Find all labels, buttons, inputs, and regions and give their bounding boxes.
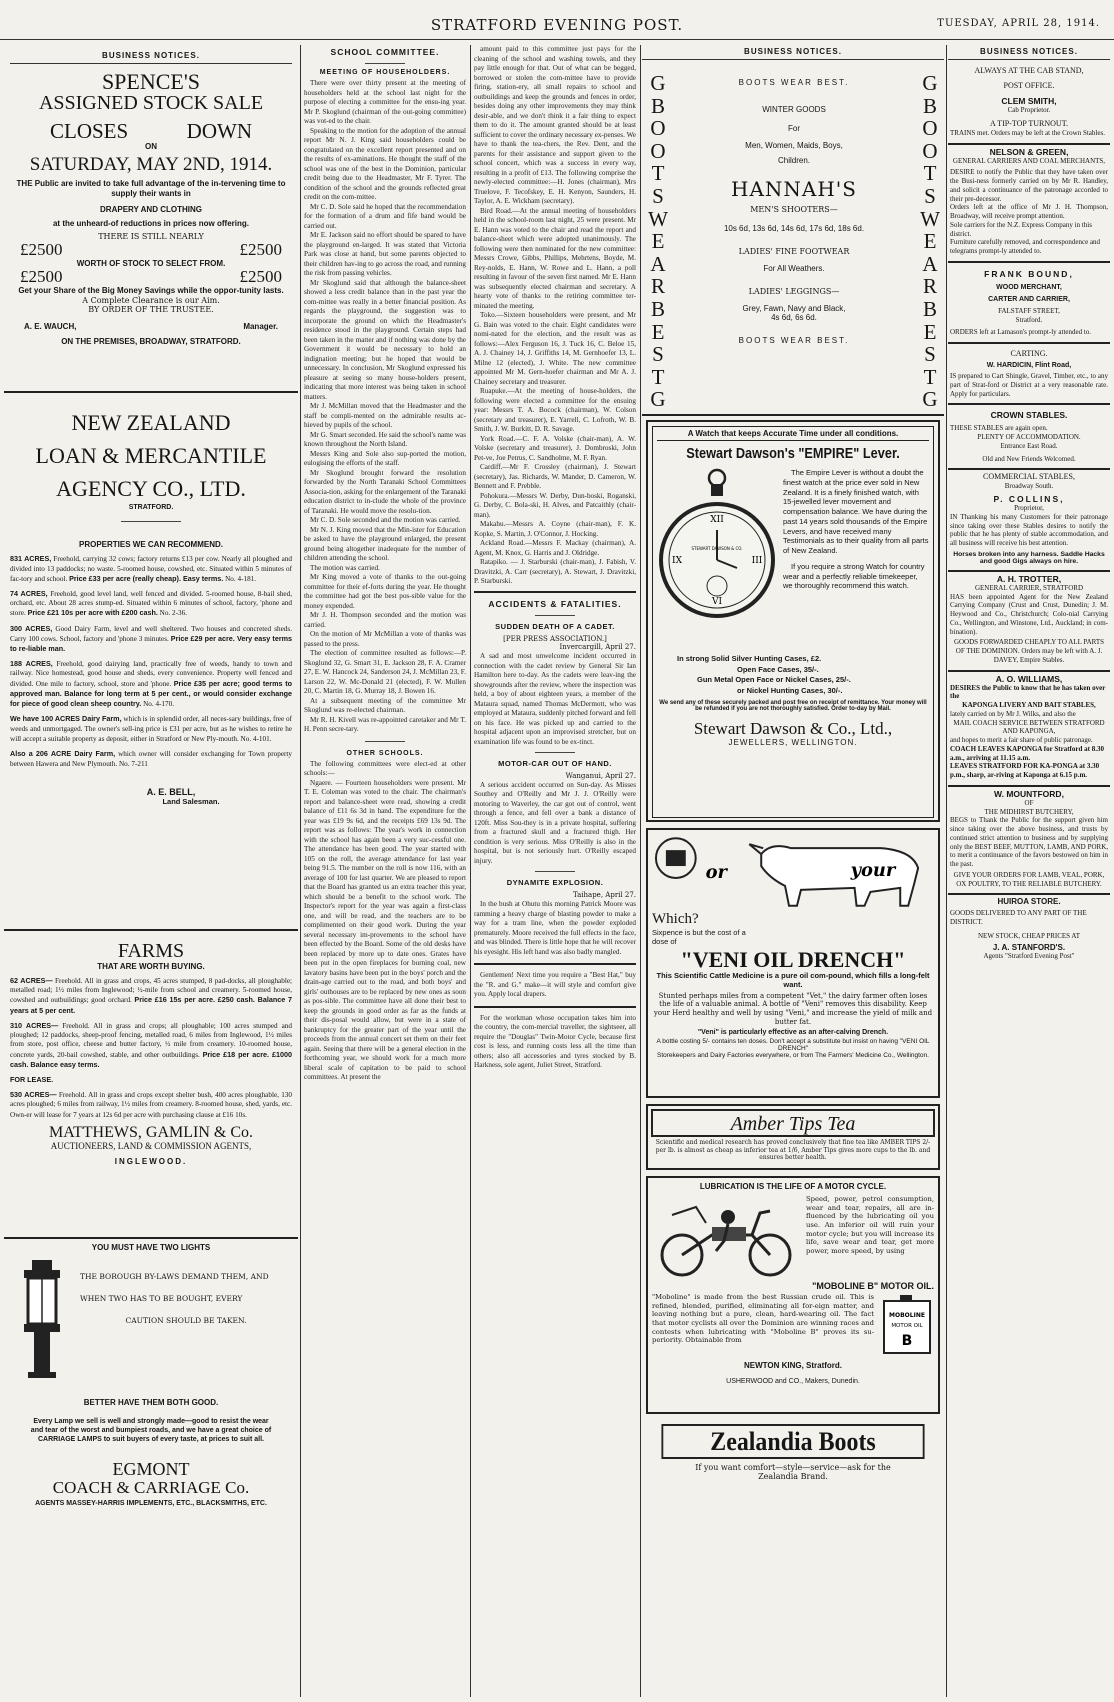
veni-name: "VENI OIL DRENCH" [680,946,906,972]
commercial-stables-advert: COMMERCIAL STABLES, Broadway South. P. COLLINS, Proprietor, IN Thanking his many Customers for their patronage since taking over these Stables desires to notify the public that he has plenty of stable accommodation, and all business will receive his best attention. Horses broken into any harness. Saddle Hacks and good Gigs always on hire. [948,470,1110,572]
ngaere-report: Ngaere. — Fourteen householders were present. Mr T. E. Coleman was voted to the chair. The chairman's report and balance-sheet were read, showing a credit balance of £11 6s 3d in hand. The expenditure for the year was £19 9s 6d, and the receipts £69 13s 9d. The report was as follows: The year's work in connection with the school has again been a very suc-cessful one. The attendance has been good. The year started with 105 on the roll, the average attendance for last year being 91.5. The number on the roll is now 116, with an average of 100 for last quarter. We are pleased to report that the Board has granted us an extra teacher this year, which should be a benefit to the school work. The Inspector's report for the year was again a first-class one, and will be read, and the teachers are to be complimented on their good work. During the year several necessary im-provements to the school have been effected by the Board. Some of the old desks have been replaced by more up to date ones. Grates have been put in the open fireplaces for burning coal, new lavatory basins have been put in the boys' porch and the drain-age carried out to the road, and both boys' and girls' outhouses are to be replaced by new ones as soon as pos-sible. The committee have all done their best to keep the grounds in good order as far as the funds at their dis-posal would allow, but were in a state of bankruptcy for the greater part of the year until the proceeds from the annual concert set them on their feet again. Seeing that there will be a general election in the forthcoming year, we should work for a much more liberal scale of capitation to be paid to school committees. At present the [304,778,466,1081]
dawson-note: We send any of these securely packed and post free on receipt of remittance. Your money will be refunded if you are not thoroughly satisfied. Order to-day by Mail. [659,700,927,712]
veni-d2: Stunted perhaps miles from a competent "Vet," the dairy farmer often loses the life of a valuable animal. A bottle of "Veni" removes this disability. Keep your Herd healthy and well by using "Veni," and increase the yield of milk and butter fat. [653,991,933,1026]
sale-date: SATURDAY, MAY 2ND, 1914. [29,154,273,176]
winter-goods: WINTER GOODS [762,105,826,114]
column-rule [946,45,947,1697]
zealandia-title: Zealandia Boots [661,1424,924,1459]
dateline: Taihape, April 27. [572,891,636,900]
two-bought: WHEN TWO HAS TO BE BOUGHT, EVERY [80,1293,243,1303]
divider [642,414,944,416]
amount: £2500 [20,240,63,260]
amber-tips-advert [646,1104,940,1170]
amber-name: Amber Tips Tea [651,1109,935,1137]
recommend-header: PROPERTIES WE CAN RECOMMEND. [78,540,223,550]
stewart-dawson-advert [646,420,940,822]
spence-sale: ASSIGNED STOCK SALE [38,92,264,115]
huiroa-store-advert: HUIROA STORE. GOODS DELIVERED TO ANY PART OF THE DISTRICT. NEW STOCK, CHEAP PRICES AT J. A. STANFORD'S. Agents "Stratford Evening Post" [950,897,1087,960]
children: Children. [777,156,810,165]
zealandia-advert [646,1420,940,1492]
moboline-advert [646,1176,940,1414]
veni-d4: A bottle costing 5/- contains ten doses. Don't accept a substitute but insist on having "VENI OIL DRENCH" [656,1037,930,1052]
moboline-head: LUBRICATION IS THE LIFE OF A MOTOR CYCLE. [699,1182,887,1191]
lights-title: YOU MUST HAVE TWO LIGHTS [91,1243,211,1252]
section-header: BUSINESS NOTICES. [642,45,944,60]
cadet-story: A sad and most unwelcome incident occurred in connection with the cadet review by General Sir Ian Hamilton here to-day. As the cadets were leav-ing the showgrounds after the review, where the inspection was held, a boy of about eighteen years, a member of the Mataura squad, named Thomas McDermott, who was employed at Mataura, suddenly pitched forward and fell on his face. He was picked up and carried to the hospital adjacent upon an improvised stretcher, but on examination life was found to be ex-tinct. [474,652,636,746]
column-3 [474,45,636,1697]
leggings-colours: Grey, Fawn, Navy and Black, [742,304,846,313]
listing: Also a 206 ACRE Dairy Farm, which owner will consider exchanging for Town property between Hawera and New Plymouth. No. 7-211 [10,749,292,769]
agent-name: A. E. BELL, [146,787,196,798]
svg-text:VI: VI [711,597,723,607]
worth-of-stock: WORTH OF STOCK TO SELECT FROM. [76,258,226,268]
reductions: at the unheard-of reductions in prices now offering. [52,219,249,229]
cadet-headline: SUDDEN DEATH OF A CADET. [495,621,615,631]
which: Which? [652,911,699,927]
listing: 530 ACRES— Freehold. All in grass and crops except shelter bush, 400 acres ploughable, 130 acres ploughed; 6 miles from railway, 1½ miles from creamery. 8-roomed house, shed, yards, etc. Own-er will lease for 7 years at 12s 6d per acre with purchasing clause at £16 10s. [10,1090,292,1119]
cab-advert: ALWAYS AT THE CAB STAND, POST OFFICE. CLEM SMITH, Cab Proprietor. A TIP-TOP TURNOUT. TRAINS met. Orders may be left at the Crown Stables. [948,64,1110,145]
dynamite-story: In the bush at Ohutu this morning Patrick Moore was ramming a heavy charge of blasting powder to make a way for a tram line, when the powder exploded prematurely. Moore received the full effects in the face, and was blinded. There is little hope that he will recover his eyesight. His left hand was also badly mangled. [474,900,636,956]
column-1 [4,45,298,1697]
dawson-head: A Watch that keeps Accurate Time under all conditions. [657,429,929,441]
dawson-desc-2: If you require a strong Watch for country wear and a perfectly reliable timekeeper, we thoroughly recommend this watch. [783,561,925,591]
motorcycle-icon [652,1195,802,1279]
hannahs-advert [676,70,912,410]
mountford-advert: W. MOUNTFORD, OF THE MIDHIRST BUTCHERY, BEGS to Thank the Public for the support given him since taking over the above business, and trusts by continued strict attention to business and by supplying only the BEST BEEF, MUTTON, LAMB, AND PORK, to merit a continuance of the favors bestowed on him in the past. GIVE YOUR ORDERS FOR LAMB, VEAL, PORK, OX POULTRY, TO THE RELIABLE BUTCHERY. [948,787,1110,896]
spence-name: SPENCE'S [101,69,201,94]
svg-text:or: or [705,861,727,883]
spence-intro: THE Public are invited to take full advantage of the in-tervening time to supply their wants in [16,179,286,199]
column-rule [640,45,641,1697]
farms-firm: MATTHEWS, GAMLIN & Co. [49,1123,253,1141]
farms-firm-sub: AUCTIONEERS, LAND & COMMISSION AGENTS, [50,1140,252,1151]
farms-town: INGLEWOOD. [114,1157,188,1167]
crown-stables-advert: CROWN STABLES. THESE STABLES are again open. PLENTY OF ACCOMMODATION. Entrance East Road. Old and New Friends Welcomed. [948,405,1110,470]
newton-king: NEWTON KING, Stratford. [743,1361,843,1370]
school-committee-article: There were over thirty present at the meeting of householders held at the school last night for the purpose of electing a committee for the ensu-ing year. Mr P. Skoglund (chairman of the out-going committee) was vot-ed to the chair. Speaking to the motion for the adoption of the annual report Mr N. J. King said householders could be congratulated on the excellent report presented and on the results of ex-aminations. He thought the staff of the school was one of the best in the Dominion, particular credit being due to the Headmaster, Mr F. Tyrer. The condition of the school and the grounds reflected great credit on the com-mittee. Mr C. D. Sole said he hoped that the recommendation for the formation of a drum and fife band would be carried out. Mr E. Jackson said no effort should be spared to have the playground en-larged. It was stated that Victoria Park was close at hand, but some parents objected to their children hav-ing to go across the road, and running the risk from passing vehicles. Mr Skoglund said that although the balance-sheet showed a less credit balance than in the past year the com-mittee was really in a better financial position. As regards the playground, the suggestion was to incorporate the ground on which the Headmaster's residence stood in the playground. Certain steps had been taken in the matter and if nothing was done by the Government it would be necessary to hold an indignation meeting; but he hoped that would be unnecessary. In conclusion, Mr Skoglund expressed his pleasure at seeing so many house-holders present, indicating that more interest was being taken in school matters. Mr J. McMillan moved that the Headmaster and the staff be compli-mented on the admirable results ac-hieved by pupils of the school. Mr G. Smart seconded. He said the school's name was known throughout the North Island. Messrs King and Sole also sup-ported the motion, eulogising the efforts of the staff. Mr Skoglund brought forward the resolution forwarded by the North Taranaki School Committees Associa-tion, asking for the enlargement of the Taranaki education district to in-clude the whole of the province of Taranaki. He would move the resolu-tion. Mr C. D. Sole seconded and the motion was carried. Mr N. J. King moved that the Min-ister for Education be asked to have the playground enlarged, the present ground being altogether inadequate for the number of children attending the school. The motion was carried. Mr King moved a vote of thanks to the out-going committee for their ef-forts during the year. He thought the committee had got the best pos-sible value for the money expended. Mr J. H. Thompson seconded and the motion was carried. On the motion of Mr McMillan a vote of thanks was passed to the press. The election of committee resulted as follows:—P. Skoglund 32, G. Smart 31, E. Jackson 28, F. A. Cramer 27, E. W. Hancock 24, Sanderson 24, J. McMillan 23, F. Larson 22, W. Mc-Donald 21 (elected), F. W. Mullen 20, C. Martin 18, G. Murray 18, J. Bowen 16. At a subsequent meeting of the committee Mr Skoglund was re-elected chairman. Mr R. H. Kivell was re-appointed caretaker and Mr T. H. Penn secre-tary. [304,79,466,733]
frank-bound-advert: FRANK BOUND, WOOD MERCHANT, CARTER AND CARRIER, FALSTAFF STREET, Stratford. ORDERS left at Lamason's prompt-ly attended to. [948,263,1110,344]
down-word: DOWN [186,119,252,144]
svg-text:STEWART DAWSON & CO.: STEWART DAWSON & CO. [691,546,743,551]
veni-d5: Storekeepers and Dairy Factories everywhere, or from The Farmers' Medicine Co., Wellington. [657,1051,929,1059]
svg-text:XII: XII [710,515,724,525]
oil-tin-icon [880,1293,934,1355]
moboline-desc: "Moboline" is made from the best Russian crude oil. This is refined, blended, purified, eliminating all for-eign matter, and leaving nothing but a pure, clean, hard-wearing oil. The fact that motor cyclists all over the Dominion are winning races and contests when lubricating with "Moboline B" proves its su-periority. Obtainable from [652,1293,874,1345]
for-word: For [788,124,800,133]
other-schools-intro: The following committees were elect-ed at other schools:— [304,759,466,777]
leggings: LADIES' LEGGINGS— [748,287,840,296]
motor-story: A serious accident occurred on Sun-day. As Misses Southey and O'Reilly and Mr J. J. O'Reilly were motoring to Waverley, the car got out of control, went through a fence, and fell over a bank a distance of 120ft. Miss Sou-they is in a private hospital, suffering from a fractured skull and a fractured thigh. Her condition is very serious. Miss O'Reilly is also in the hospital, but is not seriously hurt. O'Reilly escaped injury. [474,780,636,865]
price-open-face: Open Face Cases, 35/-. [737,664,819,674]
newspaper-title: STRATFORD EVENING POST. [430,16,684,34]
still-nearly: THERE IS STILL NEARLY [98,232,204,242]
boots-top: BOOTS WEAR BEST. [738,78,850,87]
column-2 [304,45,466,1697]
premises: ON THE PREMISES, BROADWAY, STRATFORD. [61,336,241,346]
nz-loan-advert [4,393,298,931]
ladies-footwear: LADIES' FINE FOOTWEAR [738,247,850,256]
bylaws: THE BOROUGH BY-LAWS DEMAND THEM, AND [80,1272,269,1281]
who: Men, Women, Maids, Boys, [745,141,843,150]
listing: 831 ACRES, Freehold, carrying 32 cows; factory returns £13 per cow. Nearly all ploughed and divided into 13 paddocks; no waste. 5-roomed house, cowshed, etc. Situated within 5 minutes of fac-tory and school. Price £33 per acre (really cheap). Easy terms. No. 4-181. [10,554,293,583]
dateline: Invercargill, April 27. [559,643,636,652]
listing: 62 ACRES— Freehold. All in grass and crops, 45 acres stumped, 8 pad-docks, all ploughable; metalled road; 1½ miles from Inglewood; ½-mile from school and creamery. 5-roomed house, cowshed and outbuildings; good orchard. Price £16 15s per acre. £250 cash. Balance 7 years at 5 per cent. [10,976,293,1015]
other-schools-title: OTHER SCHOOLS. [346,749,424,757]
caution: CAUTION SHOULD BE TAKEN. [125,1315,247,1325]
spence-advert [4,45,298,393]
listing: We have 100 ACRES Dairy Farm, which is in splendid order, all neces-sary buildings, free of weeds and unmortgaged. The owner's sell-ing price is £31 per acre, but as he wishes to retire he will accept a suitable property as deposit, either in Stratford or New Ply-mouth. No. 4-101. [10,714,292,743]
price-gunmetal: Gun Metal Open Face or Nickel Cases, 25/-. [697,675,851,684]
svg-text:MOBOLINE: MOBOLINE [889,1312,925,1319]
price-nickel: or Nickel Hunting Cases, 30/-. [737,685,843,695]
coach-advert [4,1239,298,1679]
dawson-firm: Stewart Dawson & Co., Ltd., [693,719,893,738]
vertical-letters-left: G B O O T S W E A R B E S T G [648,71,668,412]
farms-sub: THAT ARE WORTH BUYING. [97,962,205,971]
veni-d1: This Scientific Cattle Medicine is a pure oil com-pound, which fills a long-felt want. [656,970,930,990]
schools-continued: amount paid to this committee just pays for the cleaning of the school and washing towels, and they pay little enough for that. Out of what can be begged, borrowed or stolen the com-mittee have to provide firing, station-ery, all small repairs to school and outbuildings and keep the grounds and fences in order, besides doing any other improvements they may think desir-able, and we don't think it a fair thing to expect them to do it. The amount granted should be at least sufficient to cover the ordinary necessary ex-penses. We have to thank the tea-chers, the Rev. Dent, and the parents for their assistance and support given to the school concert, which was a success in every way, resulting in a profit of £13. The following comprise the newly-elected committee:—H. Jones (chairman), Mrs Truelove, F. Tecofskey, E. H. Kenyon, Saunders, H. Taylor, A. E. Wickham (secretary). Bird Road.—At the annual meeting of householders held in the school-room last night, 25 were present. Mr E. Hann was voted to the chair and read the report and balance-sheet which were adopted unanimously. The following were then nominated for the new committee: Messrs Crowe, Gibbs, Phillips, Mehrtens, Boyde, M. Rey-nolds, E. Hann, W. Rowe and L. Hann, a poll resulting in favour of the seven first named. Mr E. Hann was subsequently elected chairman and secretary. A hearty vote of thanks to the retiring committee ter-minated the meeting. Toko.—Sixteen householders were present, and Mr G. Bain was voted to the chair. Eight candidates were nomi-nated for the election, and the result was as follows:—Alex Ferguson 16, J. Tuck 16, C. Beloe 15, A. J. Chainey 14, J. Griffiths 14, M. Gernhoefer 13, L. Milne 12 (elected), J. White. The new committee appointed Mr M. Gern-hoefer chairman and Mr A. J. Chainey secretary and treasurer. Ruapuke.—At the meeting of house-holders, the following were elected a committee for the ensuing year: Messrs T. A. Bocock (chairman), W. Colson (secretary and treasurer), E. Yarrell, C. Lofroth, W. B. Smith, J. W. Burkitt, D. R. Savage. York Road.—C. F. A. Volske (chair-man), A. W. Volske (secretary and treasurer), J. Dombroski, John Pet-ve, Joe Petrus, C. Sandholme, M. F. Ryan. Cardiff.—Mr F. Crossley (chairman), J. Stewart (secretary), Jas. Richards, W. Mander, D. Cameron, W. Bennett and F. Prebble. Pohokura.—Messrs W. Derby, Dun-boski, Roganski, G. Derby, C. Bola-ski, H. Alves, and Patcaithly (chair-man). Makahu.—Messrs A. Coyne (chair-man), F. K. Kopke, S. Martin, J. O'Connor, J. Hocking. Ackland Road.—Messrs F. Mackay (chairman), A. Agent, M. Knox, G. Harris and J. Oldridge. Ratapiko. — J. Starburski (chair-man), J. Fabish, V. Dravitzki, A. Carr (secretary), A. Stewart, J. Dravitzki, P. Starburski. [474,45,636,585]
cow-icon [652,834,934,908]
moboline-side: Speed, power, petrol consumption, wear and tear, repairs, all are in-fluenced by the lubricating oil you use. An inferior oil will ruin your motor cycle; but you will increase its life, save wear and tear, get more power, more speed, by using [806,1195,934,1256]
press-assoc: [PER PRESS ASSOCIATION.] [503,634,607,643]
better-both: BETTER HAVE THEM BOTH GOOD. [83,1398,219,1407]
listing: 74 ACRES, Freehold, good level land, well fenced and divided. 5-roomed house, 8-bail shed, orchard, etc. About 28 acres stump-ed. Situated within 6 minutes of school, factory, 'phone and store. Price £21 10s per acre with £200 cash. No. 2-36. [10,588,293,618]
svg-text:B: B [901,1333,913,1349]
listing: 310 ACRES— Freehold. All in grass and crops; all ploughable; 100 acres stumped and ploughed; 12 paddocks, sheep-proof fencing, metalled road, 6 miles from Inglewood, 1½ miles from store, post office, cheese and butter factory, ½ mile from creamery. 10-roomed house, concrete yards, 20-bail cowshed, stable, and other outbuildings. Price £18 per acre. £1000 cash. Balance easy terms. [10,1020,292,1069]
dateline: Wanganui, April 27. [565,772,636,780]
usherwood: USHERWOOD and CO., Makers, Dunedin. [726,1378,860,1385]
leggings-prices: 4s 6d, 6s 6d. [771,313,817,322]
veni-oil-advert [646,828,940,1098]
svg-text:IX: IX [672,556,682,566]
coach-agents: AGENTS MASSEY-HARRIS IMPLEMENTS, ETC., BLACKSMITHS, ETC. [35,1500,267,1508]
by-order: BY ORDER OF THE TRUSTEE. [88,304,214,314]
agent-role: Land Salesman. [162,797,220,807]
listing: FOR LEASE. [10,1074,54,1084]
motor-headline: MOTOR-CAR OUT OF HAND. [498,759,612,768]
drapery: DRAPERY AND CLOTHING [100,205,202,215]
column-rule [470,45,471,1697]
meeting-subtitle: MEETING OF HOUSEHOLDERS. [319,69,451,76]
nz-place: STRATFORD. [128,504,174,512]
egmont: EGMONT [112,1459,190,1480]
boots-bottom: BOOTS WEAR BEST. [738,336,850,345]
moboline-name: "MOBOLINE B" MOTOR OIL. [812,1281,934,1291]
manager-role: Manager. [243,321,278,331]
shooter-prices: 10s 6d, 13s 6d, 14s 6d, 17s 6d, 18s 6d. [723,224,865,233]
farms-advert [4,931,298,1239]
manager-name: A. E. WAUCH, [24,321,77,331]
svg-text:III: III [751,556,763,566]
amber-text: Scientific and medical research has proved conclusively that fine tea like AMBER TIPS 2/- per lb. is almost as cheap as inferior tea at 1/6, Amber Tips gives more cups to the lb. and ensures better health. [655,1139,931,1161]
clearance: A Complete Clearance is our Aim. [82,295,220,305]
section-header: BUSINESS NOTICES. [948,45,1110,60]
weathers: For All Weathers. [763,264,825,273]
column-rule [300,45,301,1697]
masthead [0,0,1114,40]
dawson-city: JEWELLERS, WELLINGTON. [728,737,858,747]
nz-title-3: AGENCY CO., LTD. [56,476,246,502]
zealandia-text: If you want comfort—style—service—ask for the Zealandia Brand. [695,1463,891,1482]
dynamite-headline: DYNAMITE EXPLOSION. [506,878,604,888]
dawson-desc: The Empire Lever is without a doubt the finest watch at the price ever sold in New Zealand. It is a finely finished watch, with 15-jewelled lever movement and compensation balance. We have during the past 14 years sold thousands of the Empire Levers, and have received many Testimonials as to their quality from all parts of New Zealand. [783,468,929,555]
closes-word: CLOSES [50,119,129,144]
nz-listings [10,554,292,769]
hannahs-name: HANNAH'S [731,177,857,201]
school-committee-title: SCHOOL COMMITTEE. [330,47,440,57]
section-header: BUSINESS NOTICES. [10,49,292,64]
svg-text:MOTOR OIL: MOTOR OIL [891,1323,923,1329]
amount: £2500 [20,266,63,286]
on-word: ON [145,142,157,152]
pocket-watch-icon [657,468,777,648]
price-silver: In strong Solid Silver Hunting Cases, £2. [677,654,822,663]
lamp-desc: Every Lamp we sell is well and strongly made—good to resist the wear and tear of the worst and bumpiest roads, and we have a great choice of CARRIAGE LAMPS to suit buyers of every taste, at prices to suit all. [30,1418,272,1444]
column-5 [948,45,1110,1697]
savings: Get your Share of the Big Money Savings while the oppor-tunity lasts. [18,285,284,295]
williams-advert: A. O. WILLIAMS, DESIRES the Public to know that he has taken over the KAPONGA LIVERY AND BAIT STABLES, lately carried on by Mr J. Wilks, and also the MAIL COACH SERVICE BETWEEN STRATFORD AND KAPONGA, and hopes to merit a fair share of public patronage. COACH LEAVES KAPONGA for Stratford at 8.30 a.m., arriving at 11.15 a.m. LEAVES STRATFORD FOR KA-PONGA at 3.30 p.m., sharp, ar-riving at Kaponga at 6.15 p.m. [948,672,1110,787]
coach-company: COACH & CARRIAGE Co. [52,1478,250,1498]
carting-advert: CARTING. W. HARDICIN, Flint Road, IS prepared to Cart Shingle, Gravel, Timber, etc., to any part of Strat-ford or District at a very reasonable rate. Apply for particulars. [948,344,1110,405]
amount: £2500 [239,240,282,260]
nz-title-2: LOAN & MERCANTILE [35,443,267,469]
veni-d3: "Veni" is particularly effective as an after-calving Drench. [697,1028,889,1036]
sixpence: Sixpence is but the cost of a dose of [652,927,746,946]
shooters: MEN'S SHOOTERS— [750,205,838,214]
vertical-letters-right: G B O O T S W E A R B E S T G [920,71,940,412]
listing: 188 ACRES, Freehold, good dairying land, practically free of weeds, handy to town and railway. Nice homestead, good house and sheds, every convenience. Property well fenced and divided. One mile to factory, school, store and 'phone. Price £35 per acre; good terms to approved man. Balance for long term at 5 per cent., or would consider exchange for piece of good clean sheep country. No. 4-170. [10,659,293,709]
dawson-title: Stewart Dawson's "EMPIRE" Lever. [686,445,900,462]
farms-title: FARMS [117,940,185,962]
trotter-advert: A. H. TROTTER, GENERAL CARRIER, STRATFORD HAS been appointed Agent for the New Zealand Carrying Company (Crust and Crust, Dunedin; J. M. Heywood and Co., Christchurch; Colo-nial Carrying Co., Wellington, and Winstone, Ltd., Auckland; in com-bination). GOODS FORWARDED CHEAPLY TO ALL PARTS OF THE DOMINION. Orders may be left with A. J. DAVEY, Empire Stables. [948,572,1110,672]
accidents-title: ACCIDENTS & FATALITIES. [488,598,622,609]
listing: 300 ACRES, Good Dairy Farm, level and well sheltered. Two houses and concreted sheds. Carry 100 cows. School, factory and 'phone 3 minutes. Price £29 per acre. Very easy terms to re-liable man. [10,623,293,654]
hat-notice: Gentlemen! Next time you require a "Best Hat," buy the "R. and G." make—it will style and comfort give you. Apply local drapers. [474,971,636,998]
nz-title: NEW ZEALAND [71,410,231,435]
svg-text:your: your [850,859,896,881]
amount: £2500 [239,266,282,286]
nelson-green-advert: NELSON & GREEN, GENERAL CARRIERS AND COAL MERCHANTS, DESIRE to notify the Public that they have taken over the Busi-ness formerly carried on by Mr R. Handley, and solicit a continuance of the patronage accorded to their pre-decessor. Orders left at the office of Mr J. H. Thompson, Broadway, will receive prompt attention. Sole carriers for the N.Z. Express Company in this district. Furniture carefully removed, and correspondence and telegrams prompt-ly attended to. [948,145,1110,263]
douglas-notice: For the workman whose occupation takes him into the country, the com-mercial traveller, the sightseer, all require the "Douglas" Twin-Motor Cycle, because first cost is less, and running costs less all the time than others; also all accessories and tyres stocked by B. Harkness, sole agent, Juliet Street, Stratford. [474,1013,636,1069]
carriage-lamp-icon [10,1258,74,1388]
issue-date: TUESDAY, APRIL 28, 1914. [937,18,1100,29]
